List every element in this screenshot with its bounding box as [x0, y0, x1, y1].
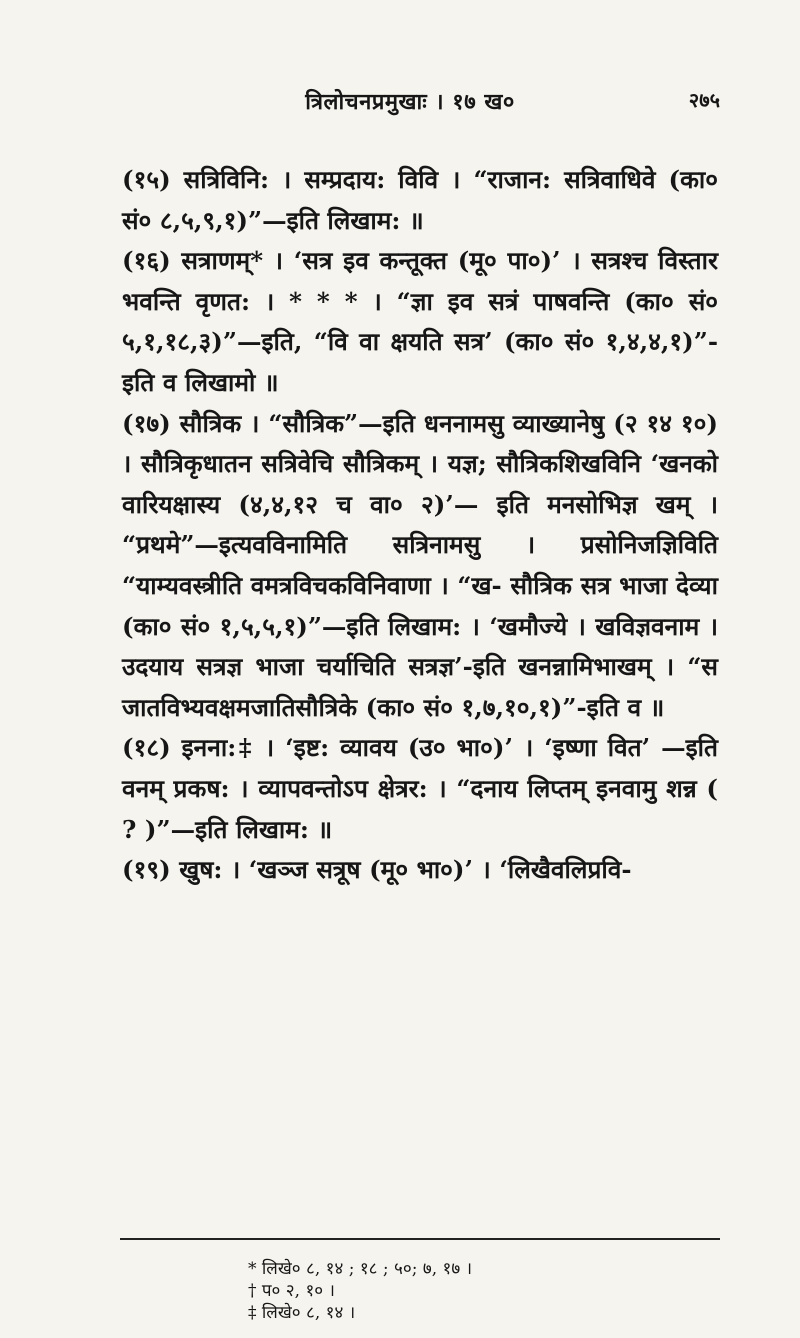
- paragraph-19: (१९) खुष: । ‘खञ्ज सत्रूष (मू० भा०)’ । ‘लिखैवलिप्रवि-: [122, 855, 632, 885]
- page-number: २७५: [688, 88, 720, 112]
- footnotes: [248, 1258, 668, 1324]
- paragraph-18: (१८) इनना:‡ । ‘इष्ट: व्यावय (उ० भा०)’ । ‘इष्णा वित’ —इति वनम् प्रकष: । व्यापवन्तोऽप क्षेत्रर: । “दनाय लिप्तम् इनवामु शन्न ( ? )”—इति लिखाम: ॥: [122, 733, 718, 844]
- page-header: [100, 86, 720, 116]
- footnote-3: ‡ लिखे० ८, १४ ।: [248, 1303, 356, 1323]
- paragraph-16: (१६) सत्राणम्* । ‘सत्र इव कन्तूक्त (मू० पा०)’ । सत्रश्च विस्तार भवन्ति वृणत: । * * * । “ज्ञा इव सत्रं पाषवन्ति (का० सं० ५,१,१८,३)”—इति, “वि वा क्षयति सत्र’ (का० सं० १,४,४,१)”-इति व लिखामो ॥: [122, 246, 718, 397]
- footnote-1: * लिखे० ८, १४ ; १८ ; ५०; ७, १७ ।: [248, 1259, 473, 1279]
- footnote-divider: [120, 1238, 720, 1240]
- running-head: त्रिलोचनप्रमुखाः । १७ ख०: [305, 89, 515, 115]
- body-text: [122, 160, 718, 891]
- footnote-2: † प० २, १० ।: [248, 1281, 335, 1301]
- paragraph-15: (१५) सत्रिविनि: । सम्प्रदाय: विवि । “राजान: सत्रिवाधिवे (का० सं० ८,५,९,१)”—इति लिखाम: ॥: [122, 165, 718, 235]
- paragraph-17: (१७) सौत्रिक । “सौत्रिक”—इति धननामसु व्याख्यानेषु (२ १४ १०) । सौत्रिकृधातन सत्रिवेचि सौत्रिकम् । यज्ञ; सौत्रिकशिखविनि ‘खनको वारियक्षास्य (४,४,१२ च वा० २)’— इति मनसोभिज्ञ खम् । “प्रथमे”—इत्यवविनामिति सत्रिनामसु । प्रसोनिजज्ञिविति “याम्यवस्त्रीति वमत्रविचकविनिवाणा । “ख- सौत्रिक सत्र भाजा देव्या (का० सं० १,५,५,१)”—इति लिखाम: । ‘खमौज्ये । खविज्ञवनाम । उदयाय सत्रज्ञ भाजा चर्याचिति सत्रज्ञ’-इति खनन्नामिभाखम् । “स जातविभ्यवक्षमजातिसौत्रिके (का० सं० १,७,१०,१)”-इति व ॥: [122, 408, 718, 722]
